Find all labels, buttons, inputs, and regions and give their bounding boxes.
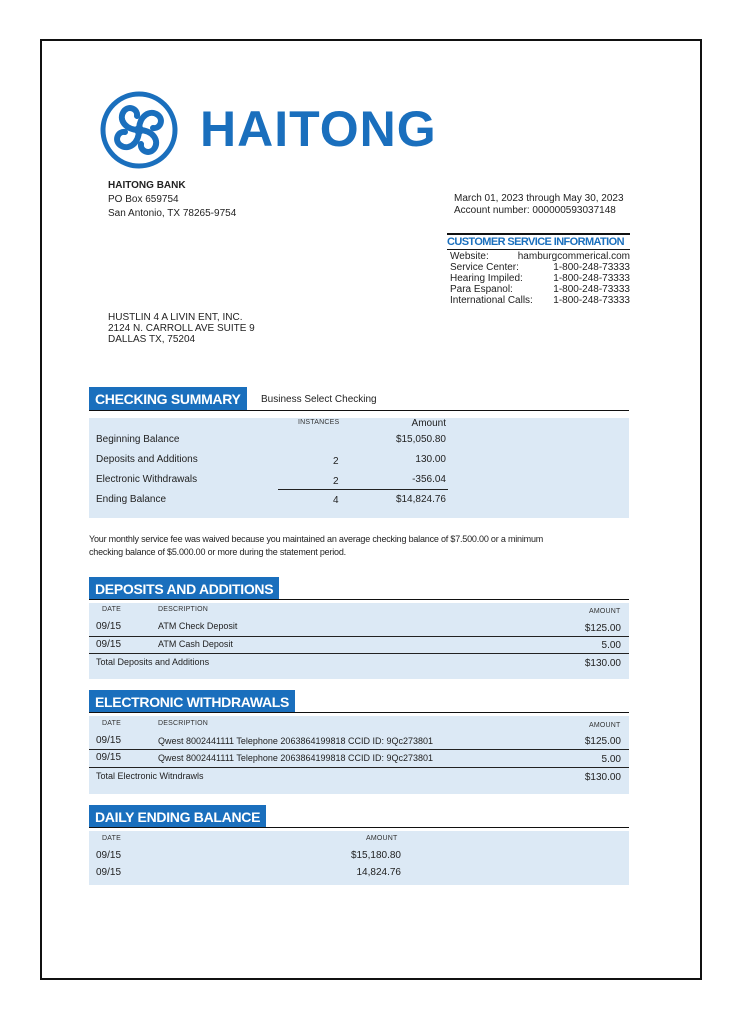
customer-address-line3: DALLAS TX, 75204	[108, 334, 196, 345]
cs-value[interactable]: hamburgcommerical.com	[517, 251, 630, 262]
daily-balance-title: DAILY ENDING BALANCE	[89, 805, 266, 828]
summary-row-label: Beginning Balance	[96, 434, 180, 445]
withdrawal-row-description: Qwest 8002441111 Telephone 2063864199818 CCID ID: 9Qc273801	[158, 753, 434, 763]
bank-name: HAITONG BANK	[108, 180, 186, 191]
summary-row-amount: $15,050.80	[395, 434, 446, 445]
summary-row-amount: $14,824.76	[395, 494, 446, 505]
deposits-title: DEPOSITS AND ADDITIONS	[89, 577, 279, 600]
cs-label: Service Center:	[450, 262, 519, 273]
account-number-label: Account number:	[454, 205, 530, 216]
cs-label: International Calls:	[450, 295, 533, 306]
col-header-amount: AMOUNT	[589, 608, 621, 615]
summary-row-instances: 2	[333, 456, 339, 467]
col-header-amount: Amount	[411, 418, 446, 429]
withdrawals-total-amount: $130.00	[584, 772, 621, 783]
row-divider	[89, 653, 629, 654]
daily-balance-row-date: 09/15	[96, 850, 122, 861]
customer-service-title: CUSTOMER SERVICE INFORMATION	[447, 233, 630, 250]
daily-balance-row-date: 09/15	[96, 867, 122, 878]
checking-summary-subtitle: Business Select Checking	[261, 394, 377, 405]
deposit-row-amount: 5.00	[601, 640, 621, 651]
row-divider	[89, 749, 629, 750]
bank-address-line2: San Antonio, TX 78265-9754	[108, 208, 237, 219]
cs-value: 1-800-248-73333	[553, 262, 630, 273]
row-divider	[89, 636, 629, 637]
col-header-date: DATE	[102, 720, 121, 727]
cs-label: Website:	[450, 251, 489, 262]
col-header-instances: INSTANCES	[298, 419, 340, 426]
section-divider	[89, 599, 629, 600]
cs-value: 1-800-248-73333	[553, 284, 630, 295]
bank-logo-text: HAITONG	[200, 101, 437, 157]
withdrawal-row-description: Qwest 8002441111 Telephone 2063864199818 CCID ID: 9Qc273801	[158, 736, 434, 746]
deposit-row-description: ATM Cash Deposit	[158, 639, 233, 649]
col-header-description: DESCRIPTION	[158, 720, 209, 727]
customer-address-line2: 2124 N. CARROLL AVE SUITE 9	[108, 323, 255, 334]
section-divider	[89, 827, 629, 828]
col-header-amount: AMOUNT	[366, 835, 398, 842]
withdrawal-row-amount: 5.00	[601, 754, 621, 765]
summary-row-amount: -356.04	[412, 474, 446, 485]
col-header-date: DATE	[102, 835, 121, 842]
deposit-row-date: 09/15	[96, 639, 122, 650]
cs-value: 1-800-248-73333	[553, 295, 630, 306]
summary-row-amount: 130.00	[415, 454, 446, 465]
deposits-total-label: Total Deposits and Additions	[96, 657, 210, 667]
fee-note-line1: Your monthly service fee was waived because you maintained an average checking balance of $7.500.00 or a minimum	[89, 534, 544, 544]
summary-row-label: Electronic Withdrawals	[96, 474, 198, 485]
cs-label: Hearing Impiled:	[450, 273, 523, 284]
section-divider	[89, 712, 629, 713]
account-number-value: 000000593037148	[532, 205, 616, 216]
col-header-description: DESCRIPTION	[158, 606, 209, 613]
col-header-amount: AMOUNT	[589, 722, 621, 729]
customer-address-line1: HUSTLIN 4 A LIVIN ENT, INC.	[108, 312, 243, 323]
deposit-row-date: 09/15	[96, 621, 122, 632]
withdrawal-row-date: 09/15	[96, 735, 122, 746]
deposit-row-amount: $125.00	[584, 623, 621, 634]
account-number-row	[454, 204, 616, 217]
section-divider	[89, 410, 629, 411]
deposit-row-description: ATM Check Deposit	[158, 621, 238, 631]
summary-row-label: Ending Balance	[96, 494, 167, 505]
summary-row-instances: 2	[333, 476, 339, 487]
fee-note-line2: checking balance of $5.000.00 or more during the statement period.	[89, 547, 346, 557]
withdrawal-row-date: 09/15	[96, 752, 122, 763]
summary-row-instances: 4	[333, 495, 339, 506]
withdrawals-title: ELECTRONIC WITHDRAWALS	[89, 690, 295, 713]
col-header-date: DATE	[102, 606, 121, 613]
daily-balance-row-amount: $15,180.80	[350, 850, 401, 861]
summary-total-rule	[278, 489, 448, 490]
daily-balance-row-amount: 14,824.76	[356, 867, 401, 878]
withdrawals-total-label: Total Electronic Witndrawls	[96, 771, 204, 781]
cs-label: Para Espanol:	[450, 284, 513, 295]
withdrawal-row-amount: $125.00	[584, 736, 621, 747]
bank-address-line1: PO Box 659754	[108, 194, 179, 205]
statement-period: March 01, 2023 through May 30, 2023	[454, 193, 624, 204]
row-divider	[89, 767, 629, 768]
checking-summary-panel	[89, 418, 629, 518]
haitong-logo-icon	[98, 91, 180, 169]
cs-value: 1-800-248-73333	[553, 273, 630, 284]
checking-summary-title: CHECKING SUMMARY	[89, 387, 247, 410]
summary-row-label: Deposits and Additions	[96, 454, 198, 465]
deposits-total-amount: $130.00	[584, 658, 621, 669]
